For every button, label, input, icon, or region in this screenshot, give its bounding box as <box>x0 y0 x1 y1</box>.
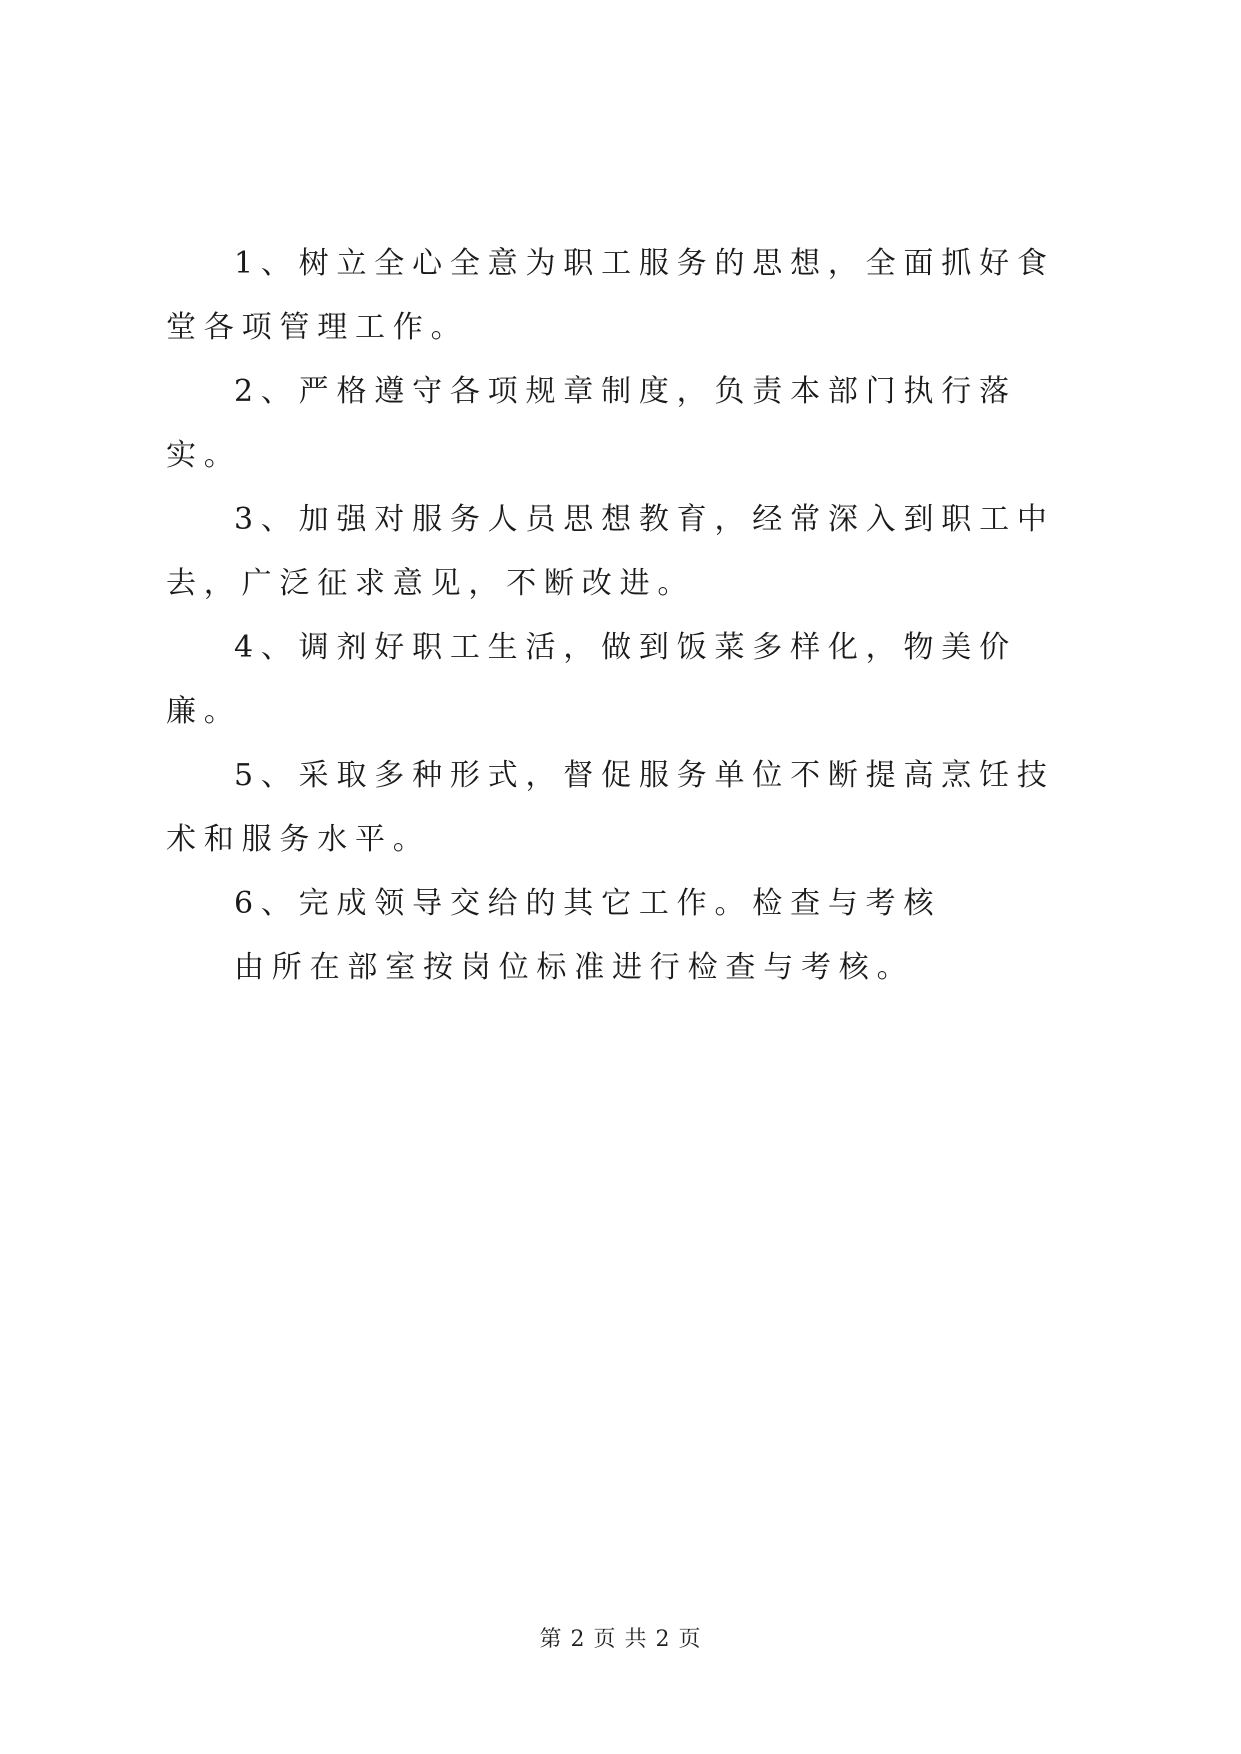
paragraph-item-6: 6、完成领导交给的其它工作。检查与考核 <box>234 886 942 921</box>
page-number-footer: 第 2 页 共 2 页 <box>539 1627 702 1652</box>
paragraph-item-4: 4、调剂好职工生活，做到饭菜多样化，物美价廉。 <box>166 630 1017 729</box>
paragraph-item-2: 2、严格遵守各项规章制度，负责本部门执行落实。 <box>166 374 1017 473</box>
document-body <box>166 232 1086 1000</box>
paragraph-item-3: 3、加强对服务人员思想教育，经常深入到职工中去，广泛征求意见，不断改进。 <box>166 502 1055 601</box>
paragraph-item-1: 1、树立全心全意为职工服务的思想，全面抓好食堂各项管理工作。 <box>166 246 1055 345</box>
paragraph-assessment: 由所在部室按岗位标准进行检查与考核。 <box>234 950 915 985</box>
paragraph-item-5: 5、采取多种形式，督促服务单位不断提高烹饪技术和服务水平。 <box>166 758 1055 857</box>
